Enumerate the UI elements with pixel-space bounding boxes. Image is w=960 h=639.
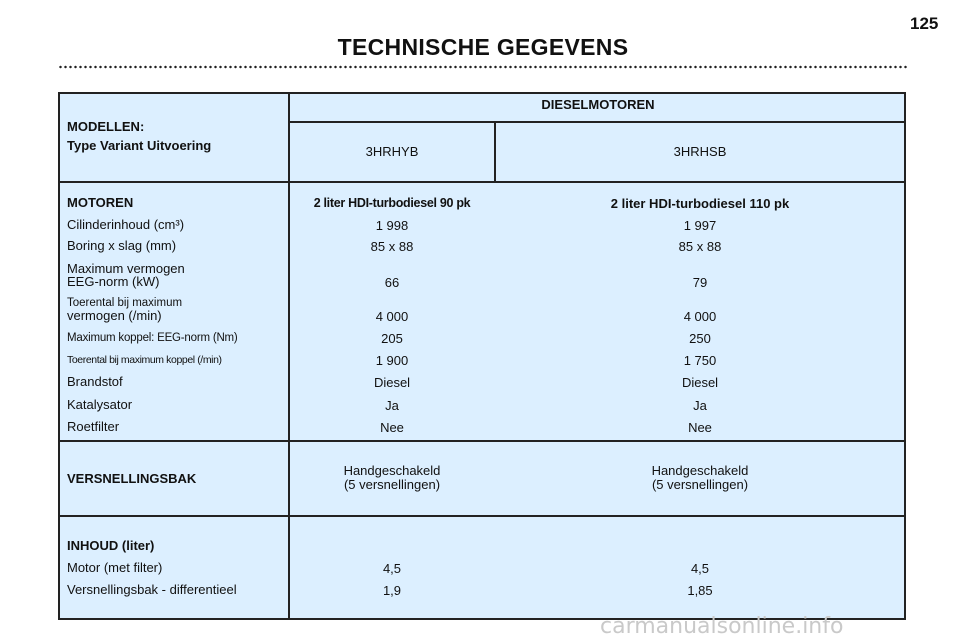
inhoud-heading: INHOUD (liter): [67, 538, 155, 553]
versnellingsbak-col2-line2: (5 versnellingen): [651, 477, 749, 492]
row-col2-toerental: 4 000: [683, 309, 717, 324]
row-col2-katalysator: Ja: [693, 398, 707, 413]
versnellingsbak-col1-line2: (5 versnellingen): [343, 477, 441, 492]
row-label-cilinderinhoud: Cilinderinhoud (cm³): [67, 217, 185, 232]
header-type-line: Type Variant Uitvoering: [67, 138, 212, 153]
versnellingsbak-col2-line1: Handgeschakeld: [651, 463, 749, 478]
row-col1-toerental: 4 000: [375, 309, 409, 324]
row-col2-vermogen: 79: [692, 275, 708, 290]
row-col1-vermogen: 66: [384, 275, 400, 290]
page-number: 125: [910, 14, 939, 33]
row-col1-motor: 4,5: [382, 561, 402, 576]
row-col2-koppel: 250: [689, 331, 711, 346]
watermark: carmanualsonline.info: [600, 614, 844, 639]
versnellingsbak-col1-line1: Handgeschakeld: [343, 463, 441, 478]
row-col1-boring: 85 x 88: [370, 239, 414, 254]
row-col2-versnellingsbak: 1,85: [687, 583, 713, 598]
row-col1-toerental-koppel: 1 900: [375, 353, 409, 368]
header-divider: [288, 121, 906, 123]
row-label-versnellingsbak: Versnellingsbak - differentieel: [67, 582, 237, 597]
section-divider-1: [58, 181, 906, 183]
section-divider-3: [58, 515, 906, 517]
row-col2-toerental-koppel: 1 750: [683, 353, 717, 368]
row-col1-katalysator: Ja: [385, 398, 399, 413]
header-modellen: MODELLEN:: [67, 119, 145, 134]
row-col2-roetfilter: Nee: [688, 420, 712, 435]
row-label-toerental-koppel: Toerental bij maximum koppel (/min): [67, 354, 222, 366]
motoren-col2-heading: 2 liter HDI-turbodiesel 110 pk: [610, 196, 790, 211]
page-title: TECHNISCHE GEGEVENS: [337, 34, 629, 60]
model-col1-header: 3HRHYB: [365, 144, 419, 159]
row-label-roetfilter: Roetfilter: [67, 419, 120, 434]
row-label-toerental-1: Toerental bij maximum: [67, 297, 183, 309]
row-col1-cilinderinhoud: 1 998: [375, 218, 409, 233]
row-col2-brandstof: Diesel: [681, 375, 719, 390]
versnellingsbak-heading: VERSNELLINGSBAK: [67, 471, 197, 486]
row-label-brandstof: Brandstof: [67, 374, 123, 389]
row-label-toerental-2: vermogen (/min): [67, 308, 162, 323]
row-col2-boring: 85 x 88: [678, 239, 722, 254]
motoren-heading: MOTOREN: [67, 195, 134, 210]
row-label-motor: Motor (met filter): [67, 560, 163, 575]
header-dieselmotoren: DIESELMOTOREN: [541, 97, 655, 112]
dotted-divider: [58, 65, 908, 69]
motoren-col1-heading: 2 liter HDI-turbodiesel 90 pk: [313, 196, 471, 210]
row-label-katalysator: Katalysator: [67, 397, 133, 412]
row-col1-koppel: 205: [381, 331, 403, 346]
row-col2-motor: 4,5: [690, 561, 710, 576]
section-divider-2: [58, 440, 906, 442]
row-col1-versnellingsbak: 1,9: [382, 583, 402, 598]
row-label-boring: Boring x slag (mm): [67, 238, 177, 253]
row-col2-cilinderinhoud: 1 997: [683, 218, 717, 233]
row-label-vermogen-1: Maximum vermogen: [67, 261, 185, 276]
row-label-vermogen-2: EEG-norm (kW): [67, 274, 160, 289]
row-col1-brandstof: Diesel: [373, 375, 411, 390]
model-col2-header: 3HRHSB: [673, 144, 727, 159]
row-label-koppel: Maximum koppel: EEG-norm (Nm): [67, 332, 238, 344]
row-col1-roetfilter: Nee: [380, 420, 404, 435]
